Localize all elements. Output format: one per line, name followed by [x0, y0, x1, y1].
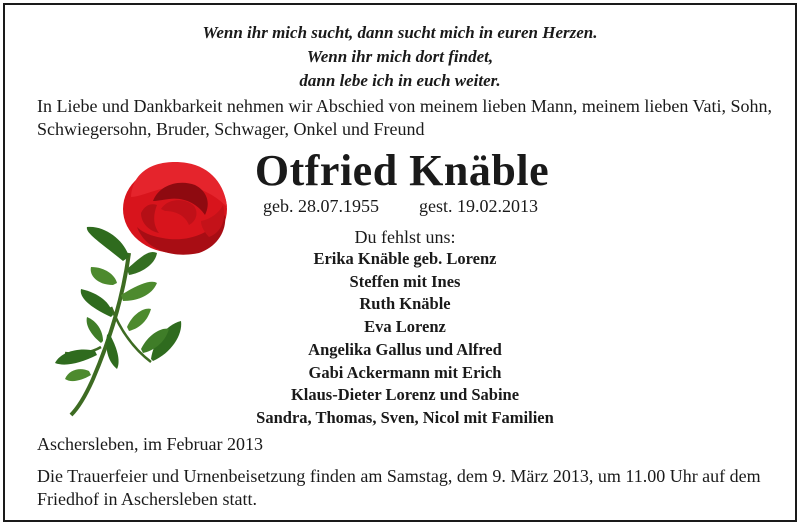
- obituary-notice: [3, 3, 797, 522]
- poem-line: dann lebe ich in euch weiter.: [299, 71, 501, 90]
- mourner-name: Gabi Ackermann mit Erich: [308, 362, 502, 382]
- life-dates: [263, 195, 538, 217]
- birth-date: geb. 28.07.1955: [263, 196, 379, 216]
- mourner-name: Klaus-Dieter Lorenz und Sabine: [290, 385, 520, 405]
- mourner-name: Angelika Gallus und Alfred: [308, 339, 502, 359]
- memorial-poem: [5, 21, 795, 93]
- mourner-name: Steffen mit Ines: [349, 271, 461, 291]
- farewell-intro: In Liebe und Dankbarkeit nehmen wir Abschied von meinem lieben Mann, meinem lieben Vati, Sohn, Schwiegersohn, Bruder, Schwager, Onkel und Freund: [37, 96, 772, 139]
- mourner-name: Ruth Knäble: [359, 294, 451, 314]
- mourners-list: [205, 226, 605, 430]
- mourner-name: Eva Lorenz: [364, 317, 446, 337]
- mourners-heading: Du fehlst uns:: [354, 227, 456, 247]
- place-and-date: Aschersleben, im Februar 2013: [37, 434, 263, 454]
- mourner-name: Erika Knäble geb. Lorenz: [313, 249, 497, 268]
- deceased-name: Otfried Knäble: [254, 146, 550, 195]
- death-date: gest. 19.02.2013: [419, 196, 538, 216]
- funeral-service-info: Die Trauerfeier und Urnenbeisetzung finden am Samstag, dem 9. März 2013, um 11.00 Uhr auf dem Friedhof in Aschersleben statt.: [37, 466, 761, 509]
- mourner-name: Sandra, Thomas, Sven, Nicol mit Familien: [256, 407, 554, 427]
- poem-line: Wenn ihr mich dort findet,: [306, 47, 494, 66]
- poem-line: Wenn ihr mich sucht, dann sucht mich in euren Herzen.: [202, 23, 598, 42]
